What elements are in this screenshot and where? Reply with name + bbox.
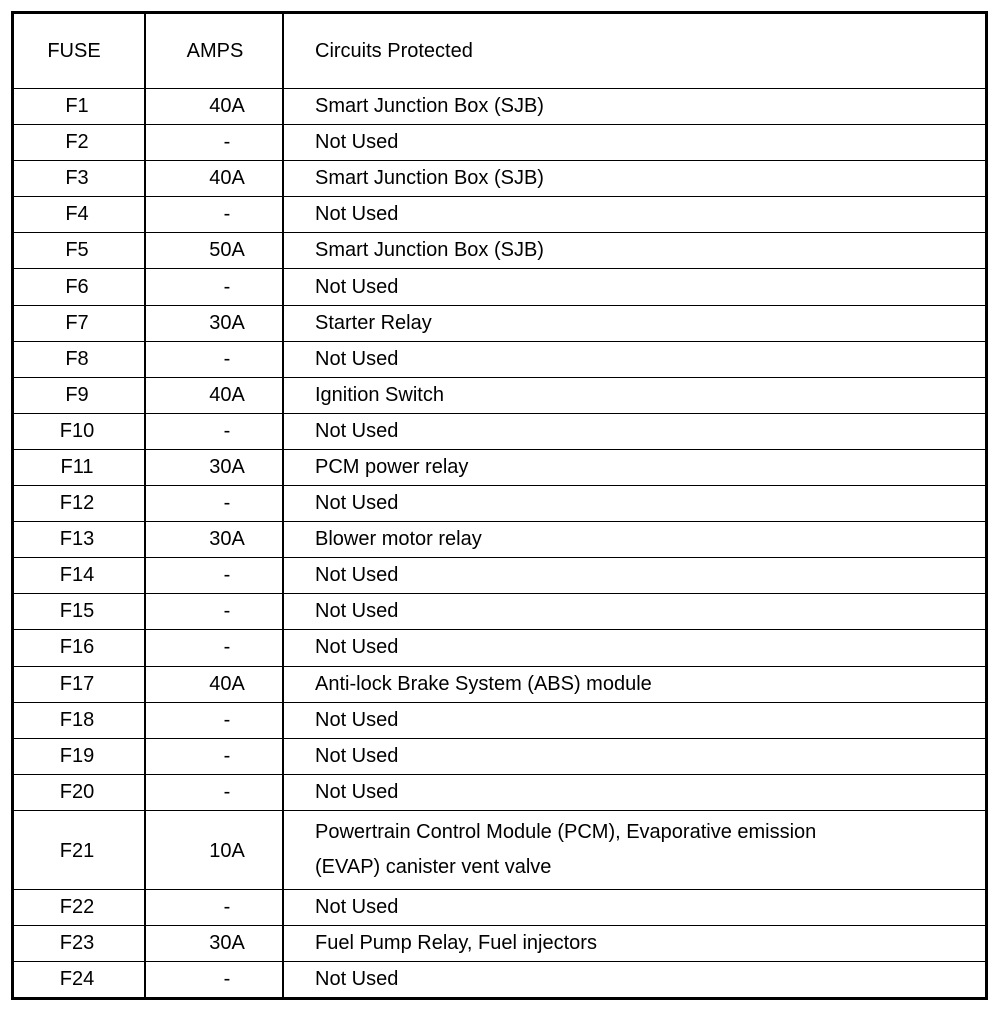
amps-cell: - <box>145 341 283 377</box>
circuits-cell: Not Used <box>283 413 987 449</box>
circuits-cell: Anti-lock Brake System (ABS) module <box>283 666 987 702</box>
table-row <box>13 413 987 449</box>
table-row <box>13 522 987 558</box>
fuse-cell: F5 <box>13 233 146 269</box>
table-row <box>13 810 987 889</box>
fuse-cell: F2 <box>13 125 146 161</box>
amps-cell: 50A <box>145 233 283 269</box>
table-row <box>13 161 987 197</box>
amps-cell: - <box>145 630 283 666</box>
fuse-cell: F1 <box>13 89 146 125</box>
circuits-cell: Smart Junction Box (SJB) <box>283 89 987 125</box>
circuits-cell: Ignition Switch <box>283 377 987 413</box>
amps-cell: - <box>145 889 283 925</box>
table-row <box>13 666 987 702</box>
fuse-cell: F10 <box>13 413 146 449</box>
table-body <box>13 89 987 999</box>
fuse-cell: F15 <box>13 594 146 630</box>
table-row <box>13 702 987 738</box>
amps-cell: 30A <box>145 449 283 485</box>
circuits-cell: Not Used <box>283 341 987 377</box>
amps-cell: 30A <box>145 305 283 341</box>
table-row <box>13 630 987 666</box>
fuse-cell: F23 <box>13 925 146 961</box>
table-row <box>13 305 987 341</box>
amps-cell: - <box>145 558 283 594</box>
amps-cell: 40A <box>145 89 283 125</box>
table-row <box>13 125 987 161</box>
fuse-cell: F12 <box>13 486 146 522</box>
circuits-cell: PCM power relay <box>283 449 987 485</box>
circuits-cell: Starter Relay <box>283 305 987 341</box>
table-row <box>13 197 987 233</box>
table-row <box>13 377 987 413</box>
circuits-cell: Not Used <box>283 269 987 305</box>
fuse-cell: F13 <box>13 522 146 558</box>
table-row <box>13 962 987 999</box>
amps-cell: 30A <box>145 925 283 961</box>
table-row <box>13 889 987 925</box>
amps-cell: 10A <box>145 810 283 889</box>
circuits-line-2: (EVAP) canister vent valve <box>315 855 552 878</box>
fuse-cell: F8 <box>13 341 146 377</box>
header-amps: AMPS <box>145 13 283 89</box>
fuse-cell: F22 <box>13 889 146 925</box>
fuse-cell: F19 <box>13 738 146 774</box>
table-row <box>13 486 987 522</box>
fuse-cell: F4 <box>13 197 146 233</box>
circuits-cell: Not Used <box>283 702 987 738</box>
fuse-cell: F17 <box>13 666 146 702</box>
amps-cell: - <box>145 269 283 305</box>
amps-cell: 40A <box>145 161 283 197</box>
fuse-cell: F7 <box>13 305 146 341</box>
amps-cell: - <box>145 594 283 630</box>
amps-cell: - <box>145 962 283 999</box>
circuits-cell: Fuel Pump Relay, Fuel injectors <box>283 925 987 961</box>
fuse-cell: F3 <box>13 161 146 197</box>
circuits-cell <box>283 810 987 889</box>
table-header-row <box>13 13 987 89</box>
amps-cell: - <box>145 413 283 449</box>
fuse-cell: F9 <box>13 377 146 413</box>
amps-cell: - <box>145 774 283 810</box>
circuits-cell: Blower motor relay <box>283 522 987 558</box>
table-row <box>13 738 987 774</box>
fuse-cell: F6 <box>13 269 146 305</box>
amps-cell: 40A <box>145 666 283 702</box>
table-row <box>13 89 987 125</box>
circuits-cell: Not Used <box>283 889 987 925</box>
circuits-cell: Not Used <box>283 630 987 666</box>
table-row <box>13 269 987 305</box>
amps-cell: - <box>145 702 283 738</box>
fuse-cell: F11 <box>13 449 146 485</box>
circuits-cell: Not Used <box>283 774 987 810</box>
circuits-cell: Not Used <box>283 738 987 774</box>
amps-cell: - <box>145 738 283 774</box>
circuits-cell: Not Used <box>283 486 987 522</box>
amps-cell: 40A <box>145 377 283 413</box>
amps-cell: - <box>145 486 283 522</box>
fuse-cell: F20 <box>13 774 146 810</box>
table-row <box>13 925 987 961</box>
circuits-cell: Not Used <box>283 594 987 630</box>
table-row <box>13 233 987 269</box>
table-row <box>13 558 987 594</box>
fuse-cell: F24 <box>13 962 146 999</box>
circuits-cell: Not Used <box>283 962 987 999</box>
fuse-cell: F14 <box>13 558 146 594</box>
header-fuse: FUSE <box>13 13 146 89</box>
table-row <box>13 774 987 810</box>
table-row <box>13 594 987 630</box>
amps-cell: - <box>145 197 283 233</box>
table-row <box>13 341 987 377</box>
circuits-cell: Not Used <box>283 558 987 594</box>
fuse-cell: F21 <box>13 810 146 889</box>
table-row <box>13 449 987 485</box>
circuits-cell: Smart Junction Box (SJB) <box>283 233 987 269</box>
header-circuits: Circuits Protected <box>283 13 987 89</box>
fuse-table <box>11 11 988 1000</box>
circuits-cell: Not Used <box>283 125 987 161</box>
circuits-line-1: Powertrain Control Module (PCM), Evaporative emission <box>315 820 817 843</box>
amps-cell: - <box>145 125 283 161</box>
amps-cell: 30A <box>145 522 283 558</box>
circuits-cell: Not Used <box>283 197 987 233</box>
circuits-cell: Smart Junction Box (SJB) <box>283 161 987 197</box>
fuse-cell: F16 <box>13 630 146 666</box>
fuse-cell: F18 <box>13 702 146 738</box>
